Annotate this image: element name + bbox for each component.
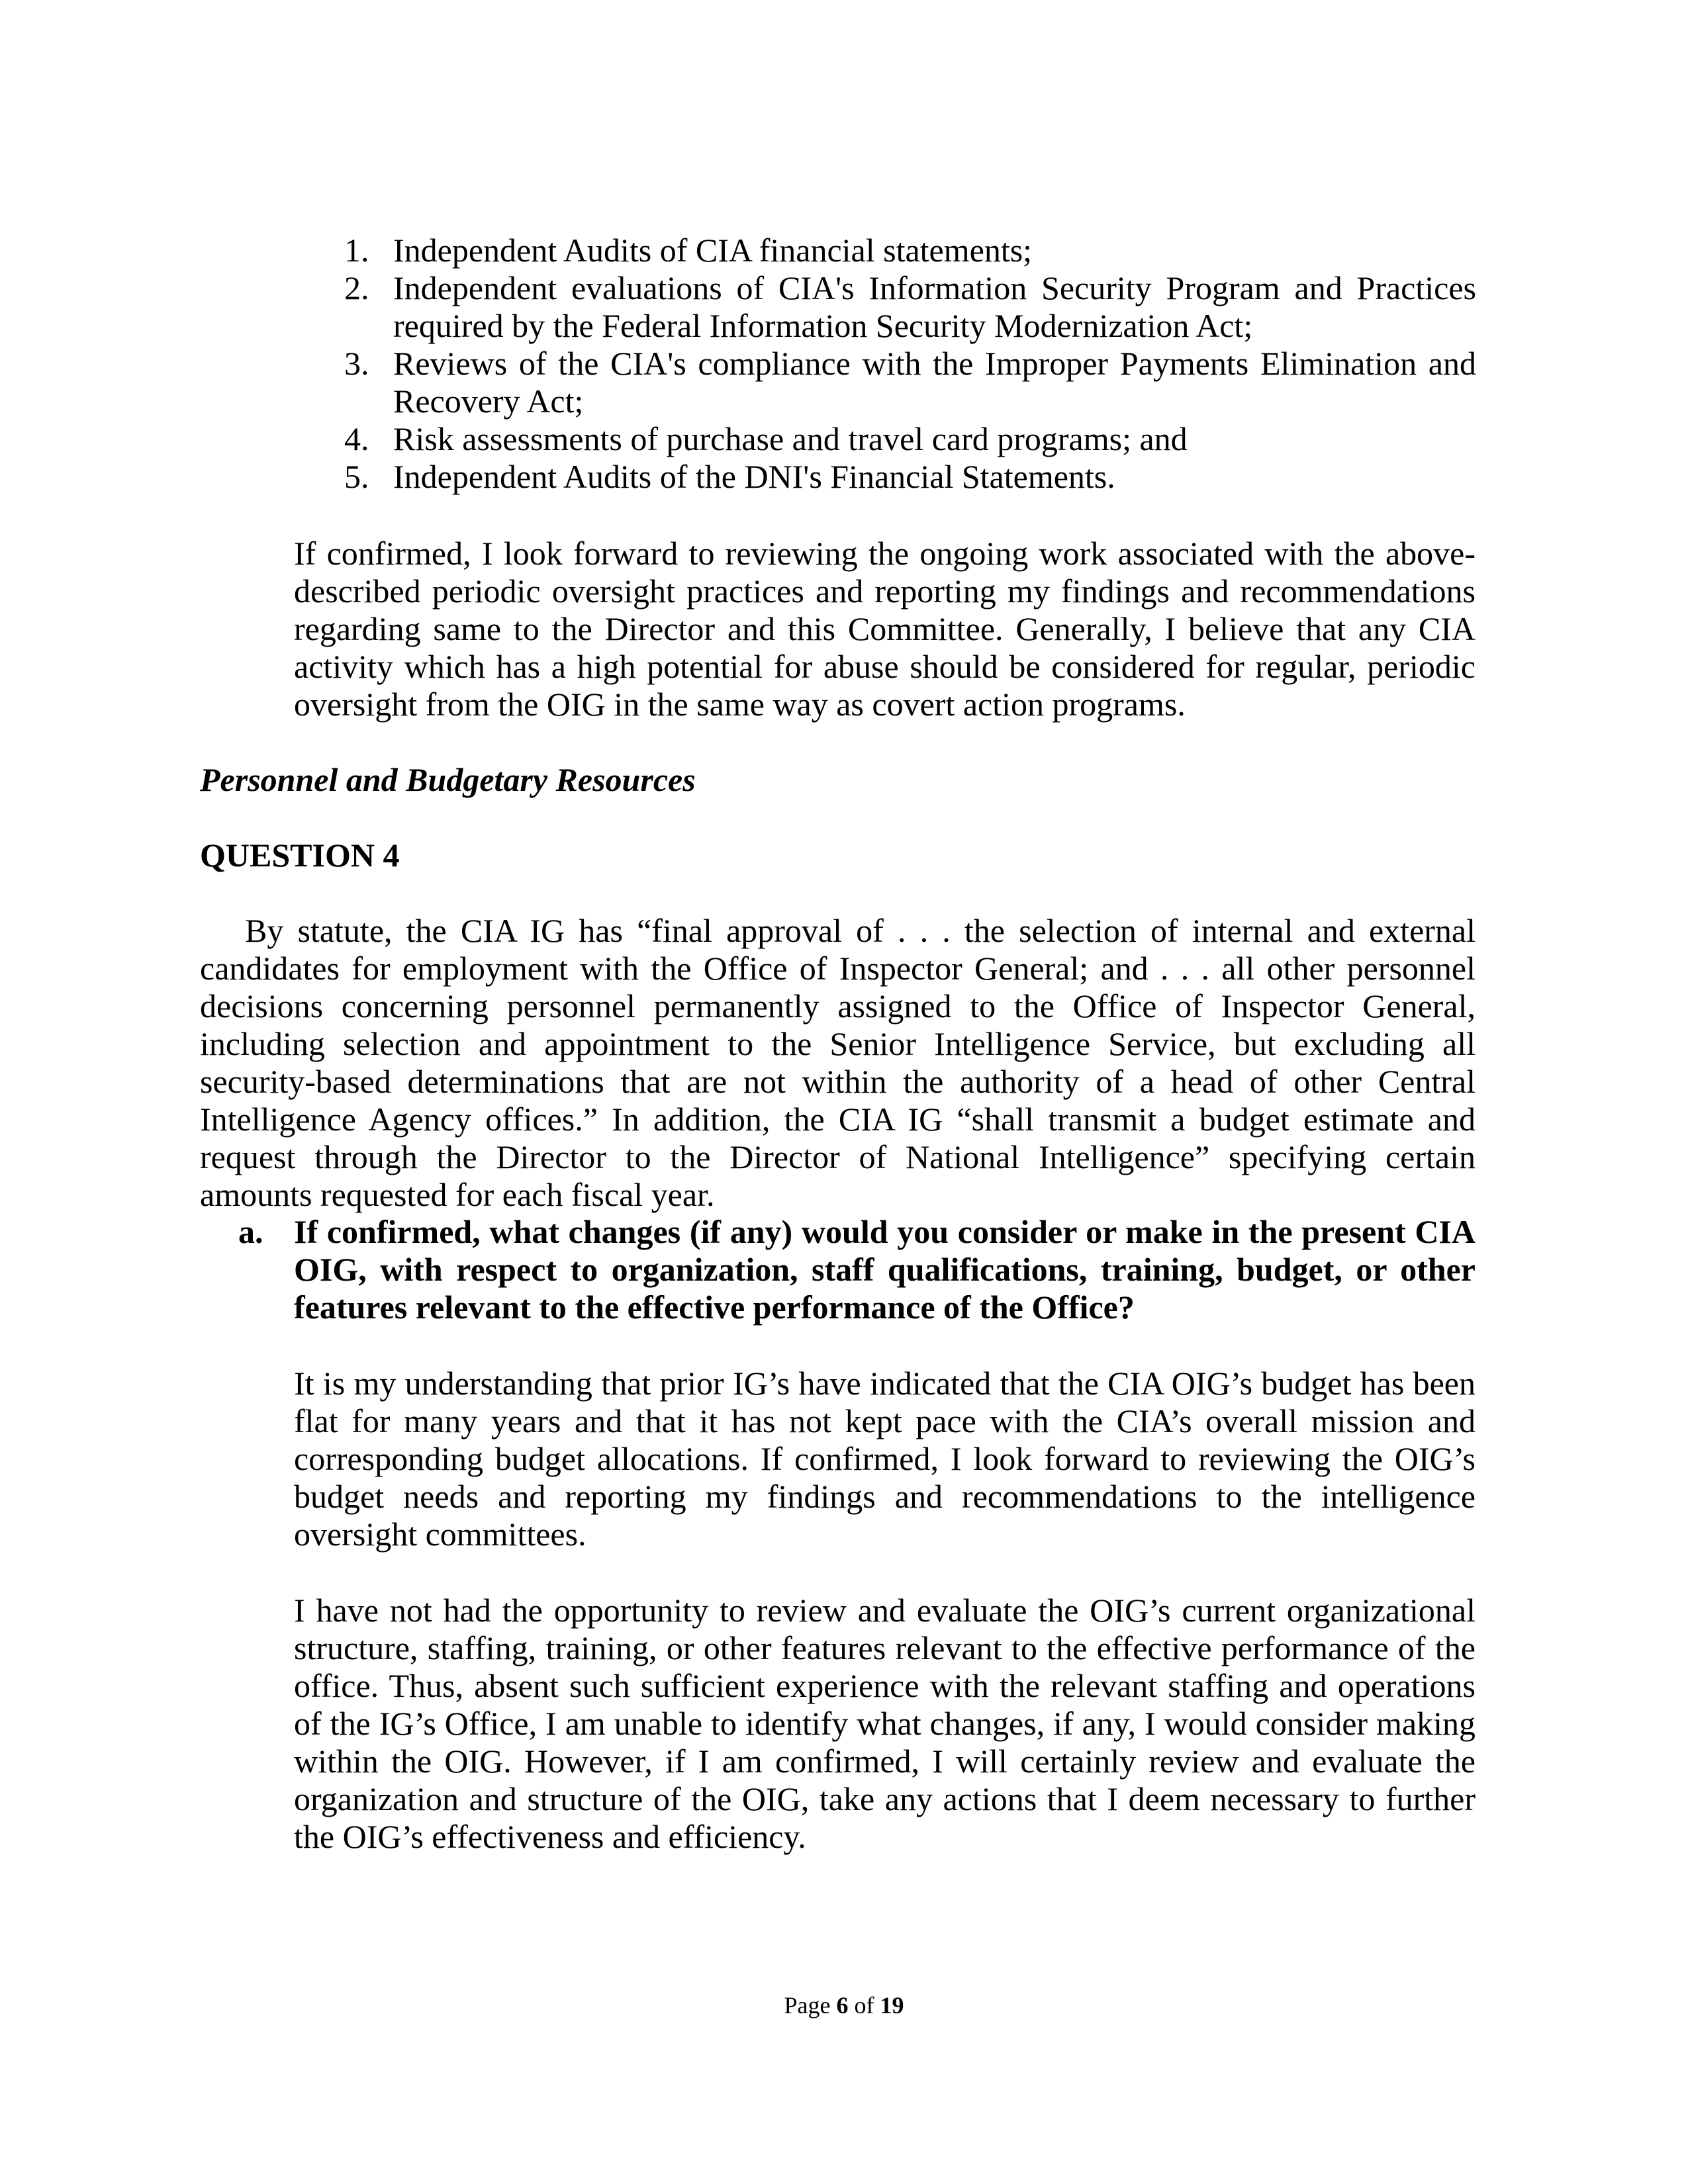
section-heading: Personnel and Budgetary Resources bbox=[200, 761, 696, 798]
question-a-label: a. bbox=[238, 1213, 263, 1250]
list-item bbox=[344, 269, 1476, 345]
list-number: 1. bbox=[344, 232, 369, 269]
list-item-text: Reviews of the CIA's compliance with the Improper Payments Elimination and Recovery Act; bbox=[393, 345, 1476, 420]
list-item bbox=[344, 232, 1476, 269]
answer-paragraph-organization: I have not had the opportunity to review and evaluate the OIG’s current organizational structure, staffing, training, or other features relevant to the effective performance of the office. Thus, absent such sufficient experience with the relevant staffing and operations of the IG’s Office, I am unable to identify what changes, if any, I would consider making within the OIG. However, if I am confirmed, I will certainly review and evaluate the organization and structure of the OIG, take any actions that I deem necessary to further the OIG’s effectiveness and efficiency. bbox=[294, 1592, 1476, 1855]
current-page-number: 6 bbox=[836, 1992, 849, 2019]
page-of-label: of bbox=[848, 1992, 880, 2019]
list-number: 2. bbox=[344, 269, 369, 306]
statute-paragraph: By statute, the CIA IG has “final approval of . . . the selection of internal and external candidates for employment with the Office of Inspector General; and . . . all other personnel decisions concerning personnel permanently assigned to the Office of Inspector General, including selection and appointment to the Senior Intelligence Service, but excluding all security-based determinations that are not within the authority of a head of other Central Intelligence Agency offices.” In addition, the CIA IG “shall transmit a budget estimate and request through the Director to the Director of National Intelligence” specifying certain amounts requested for each fiscal year. bbox=[200, 912, 1476, 1213]
page-footer bbox=[0, 1992, 1688, 2019]
list-number: 3. bbox=[344, 345, 369, 382]
list-item bbox=[344, 458, 1476, 496]
total-pages-number: 19 bbox=[880, 1992, 904, 2019]
list-item-text: Independent Audits of CIA financial statements; bbox=[393, 232, 1033, 269]
oversight-practices-list bbox=[344, 232, 1476, 496]
list-item bbox=[344, 420, 1476, 458]
list-item-text: Independent evaluations of CIA's Information Security Program and Practices required by the Federal Information Security Modernization Act; bbox=[393, 269, 1476, 344]
list-item-text: Independent Audits of the DNI's Financial Statements. bbox=[393, 458, 1115, 495]
list-item bbox=[344, 345, 1476, 420]
question-a-text: If confirmed, what changes (if any) would you consider or make in the present CIA OIG, with respect to organization, staff qualifications, training, budget, or other features relevant to the effective performance of the Office? bbox=[294, 1213, 1476, 1326]
list-number: 4. bbox=[344, 420, 369, 457]
list-number: 5. bbox=[344, 458, 369, 495]
page-label: Page bbox=[784, 1992, 837, 2019]
question-a bbox=[238, 1213, 1476, 1326]
oversight-paragraph: If confirmed, I look forward to reviewing the ongoing work associated with the above-described periodic oversight practices and reporting my findings and recommendations regarding same to the Director and this Committee. Generally, I believe that any CIA activity which has a high potential for abuse should be considered for regular, periodic oversight from the OIG in the same way as covert action programs. bbox=[294, 535, 1476, 723]
question-heading: QUESTION 4 bbox=[200, 837, 400, 874]
answer-paragraph-budget: It is my understanding that prior IG’s have indicated that the CIA OIG’s budget has been flat for many years and that it has not kept pace with the CIA’s overall mission and corresponding budget allocations. If confirmed, I look forward to reviewing the OIG’s budget needs and reporting my findings and recommendations to the intelligence oversight committees. bbox=[294, 1365, 1476, 1553]
list-item-text: Risk assessments of purchase and travel card programs; and bbox=[393, 420, 1188, 457]
